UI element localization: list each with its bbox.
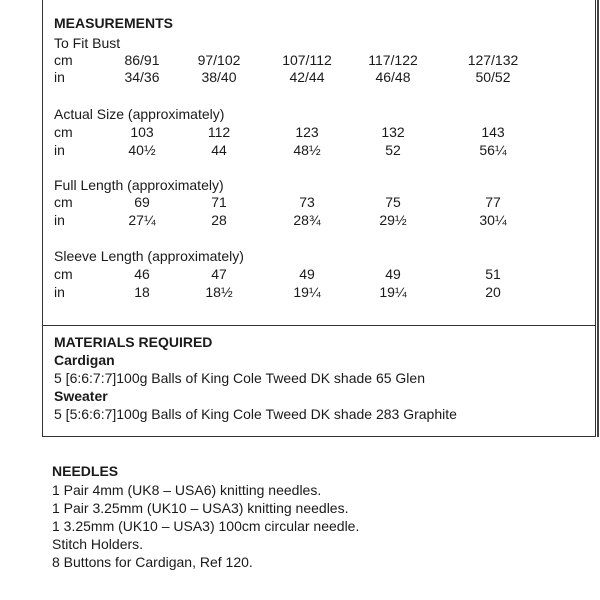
table-cell: 18½	[205, 284, 233, 300]
table-cell: 71	[211, 194, 227, 210]
table-cell: 19¼	[379, 284, 407, 300]
table-cell: 28	[211, 212, 227, 228]
unit-label: in	[54, 142, 65, 158]
table-cell: 49	[385, 266, 401, 282]
table-cell: 40½	[128, 142, 156, 158]
table-cell: 51	[485, 266, 501, 282]
section-title: Full Length (approximately)	[54, 177, 224, 193]
cardigan-label: Cardigan	[54, 352, 115, 368]
unit-label: cm	[54, 194, 73, 210]
table-cell: 27¼	[128, 212, 156, 228]
table-cell: 19¼	[293, 284, 321, 300]
section-title: Actual Size (approximately)	[54, 106, 225, 122]
table-cell: 44	[211, 142, 227, 158]
table-cell: 123	[295, 124, 319, 140]
measurements-heading: MEASUREMENTS	[54, 15, 174, 31]
section-title: Sleeve Length (approximately)	[54, 248, 244, 264]
table-cell: 132	[381, 124, 405, 140]
table-cell: 107/112	[282, 52, 332, 68]
section-title: To Fit Bust	[54, 35, 121, 51]
unit-label: in	[54, 69, 65, 85]
unit-label: cm	[54, 266, 73, 282]
table-cell: 20	[485, 284, 501, 300]
table-cell: 42/44	[289, 69, 325, 85]
section-divider	[43, 325, 595, 326]
table-cell: 143	[481, 124, 505, 140]
table-cell: 46	[134, 266, 150, 282]
table-cell: 48½	[293, 142, 321, 158]
table-cell: 112	[207, 124, 231, 140]
table-cell: 103	[130, 124, 154, 140]
table-cell: 28¾	[293, 212, 321, 228]
table-cell: 34/36	[124, 69, 160, 85]
page-edge-line	[597, 0, 599, 437]
list-item: 1 3.25mm (UK10 – USA3) 100cm circular needle.	[52, 518, 360, 534]
table-cell: 56¼	[479, 142, 507, 158]
table-cell: 127/132	[467, 52, 519, 68]
table-cell: 50/52	[475, 69, 511, 85]
list-item: 8 Buttons for Cardigan, Ref 120.	[52, 554, 253, 570]
needles-heading: NEEDLES	[52, 463, 119, 479]
table-cell: 38/40	[201, 69, 237, 85]
unit-label: cm	[54, 52, 73, 68]
table-cell: 29½	[379, 212, 407, 228]
table-cell: 73	[299, 194, 315, 210]
list-item: Stitch Holders.	[52, 536, 144, 552]
unit-label: in	[54, 284, 65, 300]
unit-label: in	[54, 212, 65, 228]
cardigan-yarn-text: 5 [6:6:7:7]100g Balls of King Cole Tweed DK shade 65 Glen	[54, 370, 425, 386]
table-cell: 52	[385, 142, 401, 158]
unit-label: cm	[54, 124, 73, 140]
table-cell: 47	[211, 266, 227, 282]
sweater-label: Sweater	[54, 388, 108, 404]
sweater-yarn-text: 5 [5:6:6:7]100g Balls of King Cole Tweed DK shade 283 Graphite	[54, 406, 457, 422]
list-item: 1 Pair 3.25mm (UK10 – USA3) knitting needles.	[52, 500, 349, 516]
table-cell: 77	[485, 194, 501, 210]
table-cell: 117/122	[368, 52, 418, 68]
table-cell: 46/48	[375, 69, 411, 85]
list-item: 1 Pair 4mm (UK8 – USA6) knitting needles.	[52, 482, 322, 498]
materials-heading: MATERIALS REQUIRED	[54, 334, 213, 350]
table-cell: 18	[134, 284, 150, 300]
table-cell: 49	[299, 266, 315, 282]
table-cell: 97/102	[197, 52, 241, 68]
table-cell: 69	[134, 194, 150, 210]
table-cell: 86/91	[124, 52, 160, 68]
table-cell: 30¼	[479, 212, 507, 228]
table-cell: 75	[385, 194, 401, 210]
